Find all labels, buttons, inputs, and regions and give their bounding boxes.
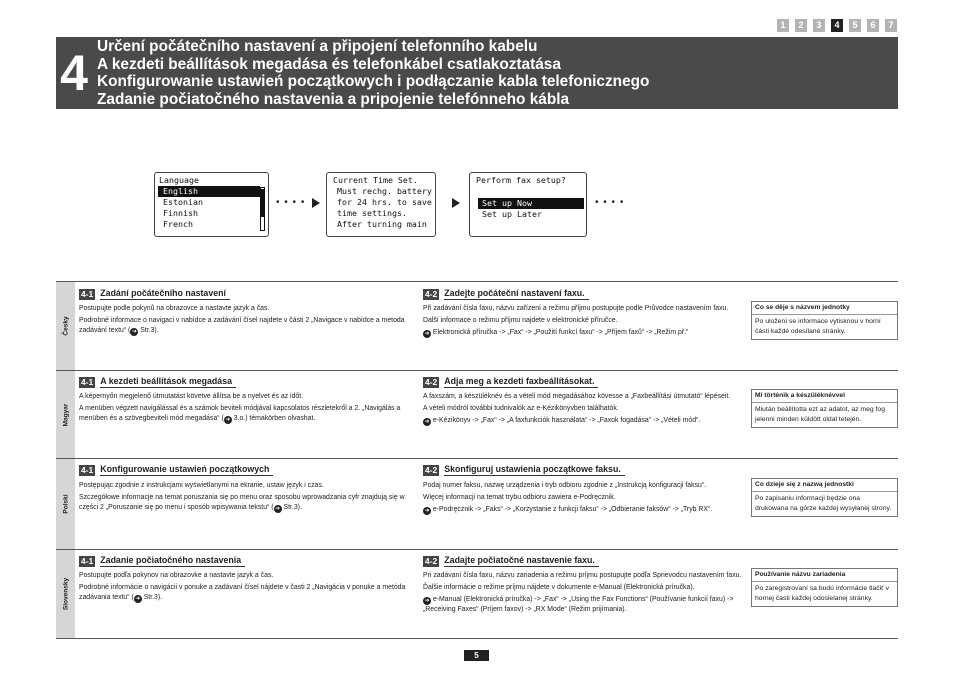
page-link[interactable]: 1 xyxy=(777,19,789,32)
page-number: 5 xyxy=(464,650,489,661)
lcd-title: Language xyxy=(159,175,199,185)
arrow-right-icon xyxy=(312,198,320,208)
manual-ref-icon: ➜ xyxy=(424,597,430,604)
step-heading: 4-1 Zadání počátečního nastavení xyxy=(79,288,230,300)
section-divider xyxy=(56,281,898,282)
lcd-scrollbar xyxy=(260,187,265,231)
lang-tab-pl: Polski xyxy=(56,459,75,549)
step-heading: 4-1 A kezdeti beállítások megadása xyxy=(79,376,236,388)
manual-ref-icon: ➜ xyxy=(424,418,430,425)
step-heading: 4-2 Adja meg a kezdeti faxbeállításokat. xyxy=(423,376,598,388)
step-body: Podaj numer faksu, nazwę urządzenia i tryb odbioru zgodnie z „Instrukcją konfiguracji faksu“. Więcej informacji na temat trybu odbioru zawiera e-Podręcznik. ➜ e-Podręcznik -> „Faks“ -> „Korzystanie z funkcji faksu“ -> „Odbieranie faksów“ -> „Tryb RX“. xyxy=(423,482,713,514)
section-divider xyxy=(56,638,898,639)
title-hu: A kezdeti beállítások megadása és telefonkábel csatlakoztatása xyxy=(97,55,561,73)
lcd-item: Set up Later xyxy=(482,209,542,219)
lang-tab-sk: Slovensky xyxy=(56,550,75,638)
arrow-right-icon xyxy=(452,198,460,208)
step-body: Pri zadávaní čísla faxu, názvu zariadenia a režimu príjmu postupujte podľa Sprievodcu nastavením faxu. Ďalšie informácie o režime príjmu nájdete v dokumente e-Manual (Elektronická príručka). ➜ e-Manual (Elektronická príručka) -> „Fax“ -> „Using the Fax Functions“ (Používanie funkcií faxu) -> „Receiving Faxes“ (Príjem faxov) -> „RX Mode“ (Režim prijímania). xyxy=(423,572,742,613)
lcd-item-selected: Set up Now xyxy=(478,198,584,209)
lcd-time-screen xyxy=(326,172,436,237)
step-heading: 4-2 Zadejte počáteční nastavení faxu. xyxy=(423,288,589,300)
page-ref-icon: ➜ xyxy=(275,506,281,513)
step-heading: 4-1 Konfigurowanie ustawień początkowych xyxy=(79,464,273,476)
step-number: 4 xyxy=(60,45,88,101)
lcd-line: time settings. xyxy=(337,208,407,218)
step-body: Postępując zgodnie z instrukcjami wyświetlanymi na ekranie, ustaw język i czas. Szczegółowe informacje na temat poruszania się po menu oraz sposobu wprowadzania cyfr znajdują się w części 2 „Poruszanie się po menu i sposób wpisywania tekstu“ (➜ Str.3). xyxy=(79,482,405,513)
lcd-line: After turning main xyxy=(337,219,427,229)
step-body: Při zadávání čísla faxu, názvu zařízení a režimu příjmu postupujte podle Průvodce nastavením faxu. Další informace o režimu příjmu najdete v elektronické příručce. ➜ Elektronická příručka -> „Fax“ -> „Použití funkcí faxu“ -> „Příjem faxů“ -> „Režim př.“ xyxy=(423,305,729,337)
info-note: Co se děje s názvem jednotky Po uložení se informace vytisknou v horní části každé odesílané stránky. xyxy=(751,301,898,340)
step-heading: 4-2 Skonfiguruj ustawienia początkowe faksu. xyxy=(423,464,625,476)
manual-ref-icon: ➜ xyxy=(424,507,430,514)
page-link[interactable]: 5 xyxy=(849,19,861,32)
lcd-item: French xyxy=(163,219,193,229)
info-note: Mi történik a készüléknévvel Miután beállította ezt az adatot, az meg fog jelenni minden küldött oldal tetején. xyxy=(751,389,898,428)
step-body: Postupujte podle pokynů na obrazovce a nastavte jazyk a čas. Podrobné informace o navigaci v nabídce a zadávání čísel najdete v části 2 „Navigace v nabídce a metoda zadávání textu“ (➜ Str.3). xyxy=(79,305,405,336)
header-titles xyxy=(97,38,649,108)
lcd-line: Must rechg. battery xyxy=(337,186,432,196)
info-note: Co dzieje się z nazwą jednostki Po zapisaniu informacji będzie ona drukowana na górze każdej wysyłanej strony. xyxy=(751,478,898,517)
lcd-language-screen xyxy=(154,172,269,237)
page-ref-icon: ➜ xyxy=(135,596,141,603)
section-divider xyxy=(56,549,898,550)
title-cs: Určení počátečního nastavení a připojení telefonního kabelu xyxy=(97,38,538,55)
step-body: A faxszám, a készüléknév és a vételi mód megadásához kövesse a „Faxbeállítási útmutató“ lépéseit. A vételi módról további tudnivalók az e-Kézikönyvben találhatók. ➜ e-Kézikönyv -> „Fax“ -> „A faxfunkciók használata“ -> „Faxok fogadása“ -> „Vételi mód“. xyxy=(423,393,731,425)
title-sk: Zadanie počiatočného nastavenia a pripojenie telefónneho kábla xyxy=(97,90,570,108)
page-navigation xyxy=(777,19,897,32)
title-pl: Konfigurowanie ustawień początkowych i podłączanie kabla telefonicznego xyxy=(97,73,650,90)
dots-separator: • • • • xyxy=(595,197,625,208)
section-divider xyxy=(56,370,898,371)
lcd-item-selected: English xyxy=(158,186,260,197)
page-ref-icon: ➜ xyxy=(225,417,231,424)
section-divider xyxy=(56,458,898,459)
page-link[interactable]: 7 xyxy=(885,19,897,32)
lcd-fax-screen xyxy=(469,172,587,237)
step-heading: 4-2 Zadajte počiatočné nastavenie faxu. xyxy=(423,555,599,567)
page-link[interactable]: 3 xyxy=(813,19,825,32)
dots-separator: • • • • xyxy=(276,197,306,208)
page-link[interactable]: 2 xyxy=(795,19,807,32)
info-note: Používanie názvu zariadenia Po zaregistrovaní sa budú informácie tlačiť v hornej časti každej odosielanej stránky. xyxy=(751,568,898,607)
section-header xyxy=(56,37,898,109)
page-link[interactable]: 6 xyxy=(867,19,879,32)
lang-tab-cs: Česky xyxy=(56,282,75,370)
lcd-line: for 24 hrs. to save xyxy=(337,197,432,207)
page-link-current[interactable]: 4 xyxy=(831,19,843,32)
lcd-title: Perform fax setup? xyxy=(476,175,566,185)
step-heading: 4-1 Zadanie počiatočného nastavenia xyxy=(79,555,245,567)
lang-tab-hu: Magyar xyxy=(56,371,75,458)
lcd-item: Estonian xyxy=(163,197,203,207)
manual-ref-icon: ➜ xyxy=(424,330,430,337)
lcd-item: Finnish xyxy=(163,208,198,218)
lcd-title: Current Time Set. xyxy=(333,175,418,185)
page-ref-icon: ➜ xyxy=(131,329,137,336)
step-body: A képernyőn megjelenő útmutatást követve állítsa be a nyelvet és az időt. A menüben végzett navigálással és a számok beviteli módjával kapcsolatos részletekről a 2. „Navigálás a menüben és a szövegbeviteli mód megadása“ (➜ 3.o.) témakörben olvashat. xyxy=(79,393,401,424)
step-body: Postupujte podľa pokynov na obrazovke a nastavte jazyk a čas. Podrobné informácie o navigácii v ponuke a zadávaní čísel nájdete v časti 2 „Navigácia v ponuke a metóda zadávania textu“ (➜ Str.3). xyxy=(79,572,406,603)
